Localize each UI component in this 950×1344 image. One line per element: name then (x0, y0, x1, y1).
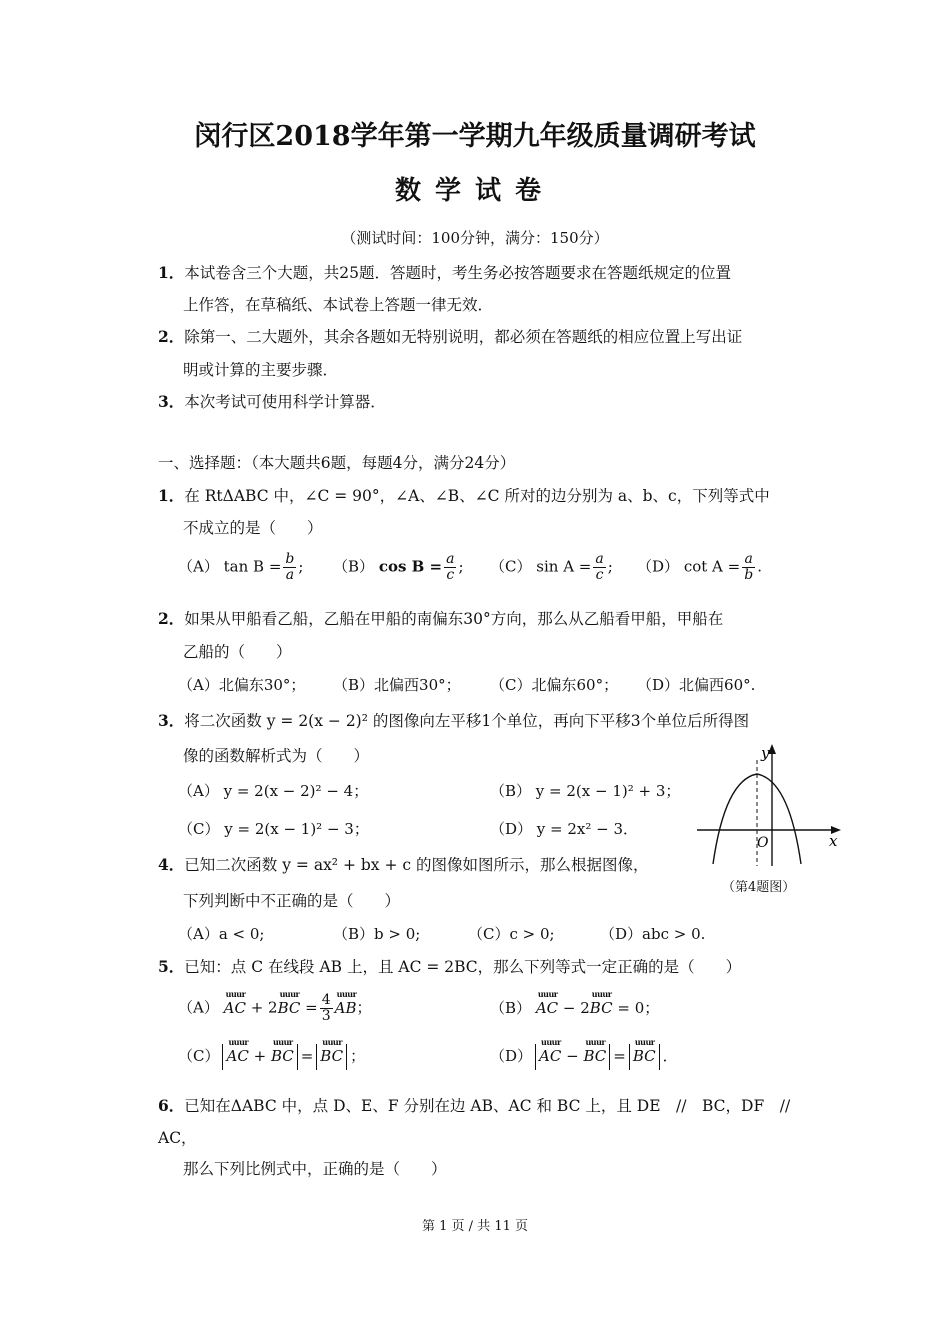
operator: = (613, 1047, 626, 1065)
question-4 (158, 853, 648, 875)
numerator: b (285, 551, 295, 567)
question-text: 如果从甲船看乙船，乙船在甲船的南偏东30°方向，那么从乙船看甲船，甲船在 (184, 610, 724, 628)
vector-term: uuur AC (536, 999, 558, 1017)
punctuation: ； (356, 998, 372, 1017)
abs-bar (346, 1044, 347, 1070)
question-2 (158, 607, 723, 629)
operator: + 2 (250, 998, 278, 1017)
question-number: 6． (158, 1096, 185, 1115)
question-number: 1． (158, 486, 185, 505)
vector-term: uuur AC (539, 1047, 561, 1065)
q5-option-b (490, 997, 659, 1018)
option-label: （D） (490, 1047, 533, 1065)
instruction-text: 除第一、二大题外，其余各题如无特别说明，都必须在答题纸的相应位置上写出证 (184, 328, 743, 346)
section-heading: 一、选择题：（本大题共6题，每题4分，满分24分） (158, 454, 516, 472)
instruction-text: 本试卷含三个大题，共25题．答题时，考生务必按答题要求在答题纸规定的位置 (184, 264, 732, 282)
vector-term: uuur BC (271, 1047, 294, 1065)
q2-option-c: （C）北偏东60°； (490, 676, 619, 694)
page-title: 闵行区2018学年第一学期九年级质量调研考试 (194, 121, 756, 152)
q3-option-c: （C） y = 2(x − 1)² − 3； (178, 820, 369, 838)
option-expr: sin A = (536, 557, 592, 576)
fraction (444, 552, 456, 583)
vector-term: uuur AC (226, 1047, 248, 1065)
q4-option-d: （D）abc > 0. (600, 925, 706, 943)
figure-caption: （第4题图） (722, 880, 796, 895)
numerator: a (742, 552, 755, 568)
q2-option-a: （A）北偏东30°； (178, 676, 306, 694)
q2-option-d: （D）北偏西60°. (637, 676, 756, 694)
instruction-number: 3． (158, 392, 185, 411)
question-number: 3． (158, 711, 185, 730)
denominator: b (744, 567, 754, 583)
option-label: （D） (637, 557, 680, 576)
vector-term: uuur AC (224, 999, 246, 1017)
q3-option-a: （A） y = 2(x − 2)² − 4； (178, 782, 369, 800)
question-number: 4． (158, 855, 185, 874)
q4-option-b: （B）b > 0; (333, 925, 421, 943)
operator: − 2 (562, 999, 590, 1017)
denominator: 3 (321, 1008, 331, 1024)
option-label: （A） (178, 557, 219, 576)
numerator: a (446, 551, 455, 567)
operator: = (305, 998, 318, 1017)
question-3 (158, 709, 749, 731)
denominator: c (446, 567, 455, 583)
fraction (320, 993, 333, 1024)
option-label: （B） (490, 999, 532, 1017)
option-label: （C） (178, 1047, 220, 1065)
q5-option-a (178, 993, 372, 1024)
option-label: （A） (178, 998, 219, 1017)
numerator: a (595, 551, 604, 567)
question-6-wrap: AC， (158, 1129, 197, 1147)
abs-bar (609, 1044, 610, 1070)
q3-option-b: （B） y = 2(x − 1)² + 3； (490, 782, 681, 800)
fraction (742, 552, 755, 583)
instruction-number: 1． (158, 263, 185, 282)
question-1-cont: 不成立的是（ ） (183, 519, 323, 537)
q4-parabola-figure (695, 740, 845, 868)
question-text: 已知在ΔABC 中，点 D、E、F 分别在边 AB、AC 和 BC 上，且 DE // BC，DF // (184, 1097, 791, 1115)
question-text: 已知：点 C 在线段 AB 上，且 AC = 2BC，那么下列等式一定正确的是（ ） (184, 958, 742, 976)
q5-option-d (490, 1044, 678, 1070)
q1-option-a: （A） tan B = $\frac{b}{a}$ ; (178, 551, 304, 583)
operator: = (300, 1047, 314, 1065)
fraction (283, 552, 296, 583)
q3-option-d: （D） y = 2x² − 3． (490, 820, 639, 838)
operator: + (253, 1047, 267, 1065)
punctuation: ； (644, 999, 660, 1017)
question-3-cont: 像的函数解析式为（ ） (183, 747, 370, 765)
instruction-1-cont: 上作答，在草稿纸、本试卷上答题一律无效． (183, 296, 494, 314)
abs-bar (316, 1044, 317, 1070)
abs-bar (297, 1044, 298, 1070)
q2-option-b: （B）北偏西30°； (333, 676, 461, 694)
instruction-text: 本次考试可使用科学计算器． (184, 393, 386, 411)
option-label: （B） (333, 557, 375, 576)
question-6 (158, 1094, 790, 1116)
question-1 (158, 484, 770, 506)
q1-option-c: （C） sin A = $\frac{a}{c}$ ; (490, 551, 613, 583)
operator: − (566, 1047, 579, 1065)
abs-bar (222, 1044, 223, 1070)
x-axis-label: x (829, 832, 838, 850)
instruction-3 (158, 390, 386, 412)
vector-term: uuur BC (278, 999, 301, 1017)
q1-option-d: （D） cot A = $\frac{a}{b}$ . (637, 551, 762, 583)
vector-term: uuur BC (320, 1047, 343, 1065)
page-footer: 第 1 页 / 共 11 页 (422, 1219, 528, 1234)
question-text: 将二次函数 y = 2(x − 2)² 的图像向左平移1个单位，再向下平移3个单位后所得图 (184, 712, 750, 730)
operator: = 0 (617, 999, 645, 1017)
question-text: 在 RtΔABC 中，∠C = 90°，∠A、∠B、∠C 所对的边分别为 a、b、c，下列等式中 (184, 487, 770, 505)
question-text: 已知二次函数 y = ax² + bx + c 的图像如图所示，那么根据图像， (184, 856, 649, 874)
instruction-2 (158, 325, 742, 347)
fraction (593, 552, 605, 583)
denominator: c (595, 567, 604, 583)
abs-bar (535, 1044, 536, 1070)
numerator: 4 (321, 992, 331, 1008)
origin-label: O (757, 835, 769, 851)
exam-meta: （测试时间：100分钟，满分：150分） (341, 229, 609, 247)
y-axis-label: y (761, 744, 770, 762)
denominator: a (285, 567, 295, 583)
question-6-cont: 那么下列比例式中，正确的是（ ） (183, 1160, 447, 1178)
abs-bar (659, 1044, 660, 1070)
page-subtitle: 数学试卷 (394, 176, 555, 206)
question-5 (158, 955, 741, 977)
punctuation: ； (350, 1047, 366, 1065)
option-expr: cos B = (378, 557, 443, 576)
q4-option-a: （A）a < 0; (178, 925, 265, 943)
option-label: （C） (490, 557, 532, 576)
question-2-cont: 乙船的（ ） (183, 643, 292, 661)
punctuation: ． (662, 1047, 678, 1065)
q5-option-c (178, 1044, 365, 1070)
vector-term: uuur AB (335, 999, 357, 1017)
vector-term: uuur BC (633, 1047, 656, 1065)
q1-option-b: （B） cos B = $\frac{a}{c}$ ; (333, 551, 464, 583)
vector-term: uuur BC (583, 1047, 606, 1065)
option-expr: cot A = (683, 557, 741, 576)
instruction-2-cont: 明或计算的主要步骤． (183, 361, 339, 379)
option-expr: tan B = (223, 557, 282, 576)
vector-term: uuur BC (590, 999, 613, 1017)
instruction-number: 2． (158, 327, 185, 346)
abs-bar (629, 1044, 630, 1070)
q4-option-c: （C）c > 0; (468, 925, 555, 943)
question-number: 5． (158, 957, 185, 976)
question-4-cont: 下列判断中不正确的是（ ） (183, 892, 401, 910)
question-number: 2． (158, 609, 185, 628)
instruction-1 (158, 261, 731, 283)
